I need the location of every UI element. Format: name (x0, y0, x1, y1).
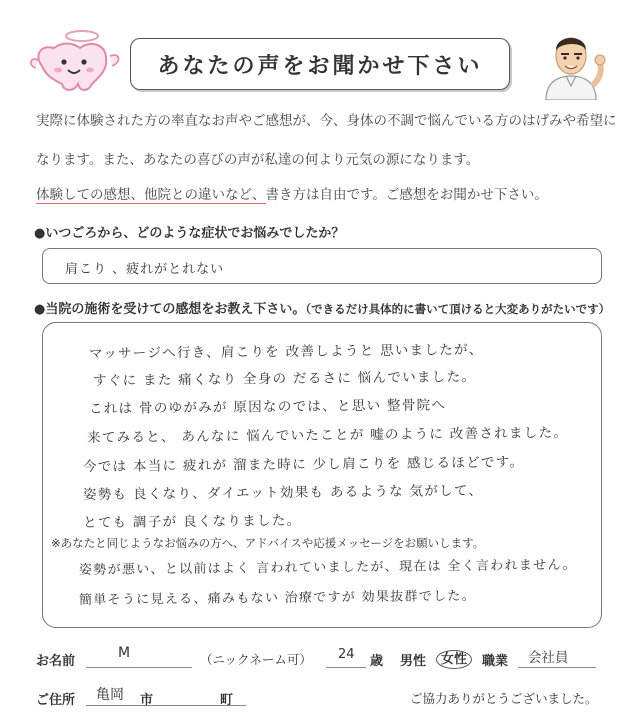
age-unit: 歳 (370, 654, 384, 669)
address-label: ご住所 (36, 693, 76, 708)
page-title: あなたの声をお聞かせ下さい (130, 38, 510, 90)
answer-line: とても 調子が 良くなりました。 (82, 512, 302, 531)
name-value: M (118, 645, 131, 661)
question-1-answer: 肩こり 、疲れがとれない (65, 262, 225, 277)
job-label: 職業 (482, 654, 509, 669)
question-1-label: ●いつごろから、どのような症状でお悩みでしたか？ (34, 226, 345, 241)
answer-line: 来てみると、 あんなに 悩んでいたことが 嘘のように 改善されました。 (86, 424, 569, 446)
age-value: 24 (338, 647, 355, 662)
intro-underlined-text: 体験しての感想、他院との違いなど、 (36, 187, 266, 203)
question-2-note: （できるだけ具体的に書いて頂けると大変ありがたいです） (305, 302, 611, 316)
question-2-answer-box (42, 322, 602, 628)
question-1-answer-box (42, 248, 602, 284)
thanks-message: ご協力ありがとうございました。 (410, 691, 598, 706)
city-unit: 市 (140, 693, 154, 708)
intro-line-2: なります。また、あなたの喜びの声が私達の何より元気の源になります。 (36, 152, 480, 168)
answer-line: すぐに また 痛くなり 全身の だるさに 悩んでいました。 (92, 368, 477, 389)
question-2-text: ●当院の施術を受けての感想をお教え下さい。 (34, 302, 306, 317)
city-value: 亀岡 (96, 687, 124, 703)
advice-prompt: ※あなたと同じようなお悩みの方へ、アドバイスや応援メッセージをお願いします。 (51, 536, 485, 550)
answer-line: 今では 本当に 疲れが 溜また時に 少し肩こりを 感じるほどです。 (82, 454, 525, 475)
advice-line: 簡単そうに見える、痛みもない 治療ですが 効果抜群でした。 (78, 588, 477, 608)
intro-line-3-rest: 書き方は自由です。ご感想をお聞かせ下さい。 (265, 187, 548, 203)
answer-line: 姿勢も 良くなり、ダイエット効果も あるような 気がして、 (82, 482, 484, 503)
name-label: お名前 (36, 654, 76, 669)
intro-line-3 (36, 183, 548, 203)
doctor-waving-icon (532, 22, 610, 100)
nickname-note: （ニックネーム可） (200, 652, 312, 667)
intro-line-1: 実際に体験された方の率直なお声やご感想が、今、身体の不調で悩んでいる方のはげみや希望に (36, 113, 617, 129)
answer-line: これは 骨のゆがみが 原因なのでは、と思い 整骨院へ (88, 397, 447, 417)
answer-line: マッサージへ行き、肩こりを 改善しようと 思いましたが、 (88, 341, 484, 362)
gender-female-selected: 女性 (436, 648, 472, 667)
question-2-label (34, 298, 610, 317)
tooth-angel-mascot-icon (28, 26, 124, 98)
advice-line: 姿勢が悪い、と以前はよく 言われていましたが、現在は 全く言われません。 (78, 557, 577, 578)
gender-male: 男性 (400, 654, 427, 669)
town-unit: 町 (220, 693, 234, 708)
job-value: 会社員 (528, 650, 569, 666)
name-field (86, 648, 192, 668)
